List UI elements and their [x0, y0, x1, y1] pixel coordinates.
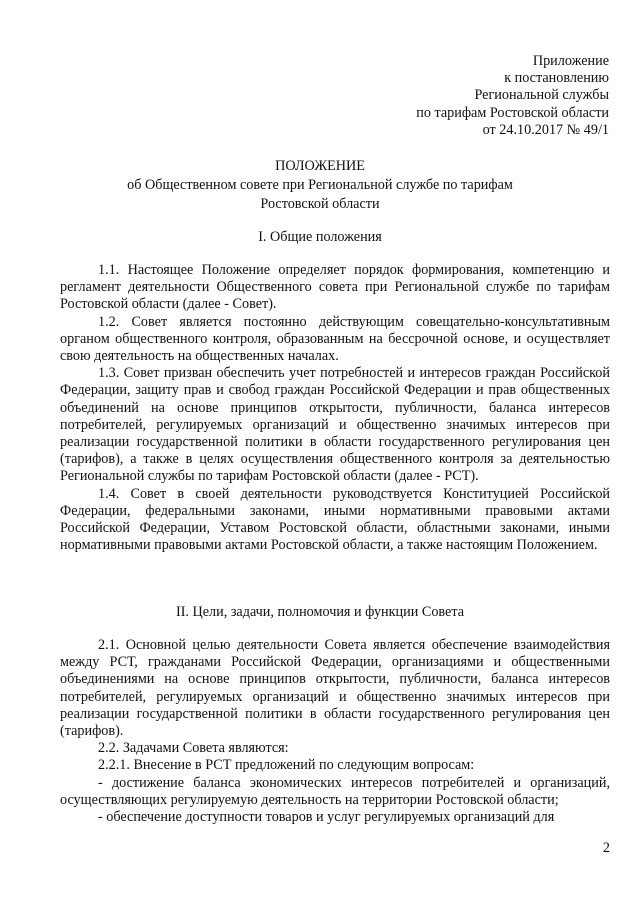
title-subtitle-line: Ростовской области — [260, 196, 380, 212]
section-2-heading: II. Цели, задачи, полномочия и функции Совета — [175, 604, 465, 620]
page-number: 2 — [602, 840, 610, 856]
title-subtitle-line: об Общественном совете при Региональной службе по тарифам — [127, 177, 513, 193]
appendix-reference — [416, 53, 609, 139]
document-title — [60, 157, 580, 214]
title-heading: ПОЛОЖЕНИЕ — [275, 158, 365, 174]
appendix-line: Приложение — [532, 53, 609, 69]
appendix-line: от 24.10.2017 № 49/1 — [482, 121, 609, 138]
paragraph: - достижение баланса экономических интересов потребителей и организаций, осуществляющих регулируемую деятельность на территории Ростовской области; — [60, 774, 610, 808]
appendix-line: к постановлению — [504, 70, 609, 87]
section-1-body — [60, 262, 610, 554]
appendix-line: Региональной службы — [474, 87, 609, 104]
paragraph: 2.1. Основной целью деятельности Совета является обеспечение взаимодействия между РСТ, гражданами Российской Федерации, организациями и общественными объединениями на основе принципов открытости, публичности, баланса интересов потребителей, регулируемых организаций и общественно значимых интересов при реализации государственной политики в области государственного регулирования цен (тарифов). — [60, 637, 610, 740]
paragraph: 1.4. Совет в своей деятельности руководствуется Конституцией Российской Федерации, федеральными законами, иными нормативными правовыми актами Российской Федерации, Уставом Ростовской области, областными законами, иными нормативными правовыми актами Ростовской области, а также настоящим Положением. — [60, 485, 610, 554]
paragraph: 2.2. Задачами Совета являются: — [98, 740, 289, 757]
section-1-heading: I. Общие положения — [258, 229, 382, 245]
paragraph: - обеспечение доступности товаров и услуг регулируемых организаций для — [98, 809, 555, 826]
appendix-line: по тарифам Ростовской области — [416, 104, 609, 121]
paragraph: 2.2.1. Внесение в РСТ предложений по следующим вопросам: — [98, 757, 475, 774]
paragraph: 1.2. Совет является постоянно действующим совещательно-консультативным органом общественного контроля, образованным на бессрочной основе, и осуществляет свою деятельность на общественных началах. — [60, 313, 610, 365]
paragraph: 1.3. Совет призван обеспечить учет потребностей и интересов граждан Российской Федерации, защиту прав и свобод граждан Российской Федерации и прав общественных объединений на основе принципов открытости, публичности, баланса интересов потребителей, регулируемых организаций и общественно значимых интересов при реализации государственной политики в области государственного регулирования цен (тарифов), а также в целях осуществления общественного контроля за деятельностью Региональной службы по тарифам Ростовской области (далее - РСТ). — [60, 365, 610, 485]
section-2-body — [60, 637, 610, 826]
paragraph: 1.1. Настоящее Положение определяет порядок формирования, компетенцию и регламент деятельности Общественного совета при Региональной службе по тарифам Ростовской области (далее - Совет). — [60, 262, 610, 313]
